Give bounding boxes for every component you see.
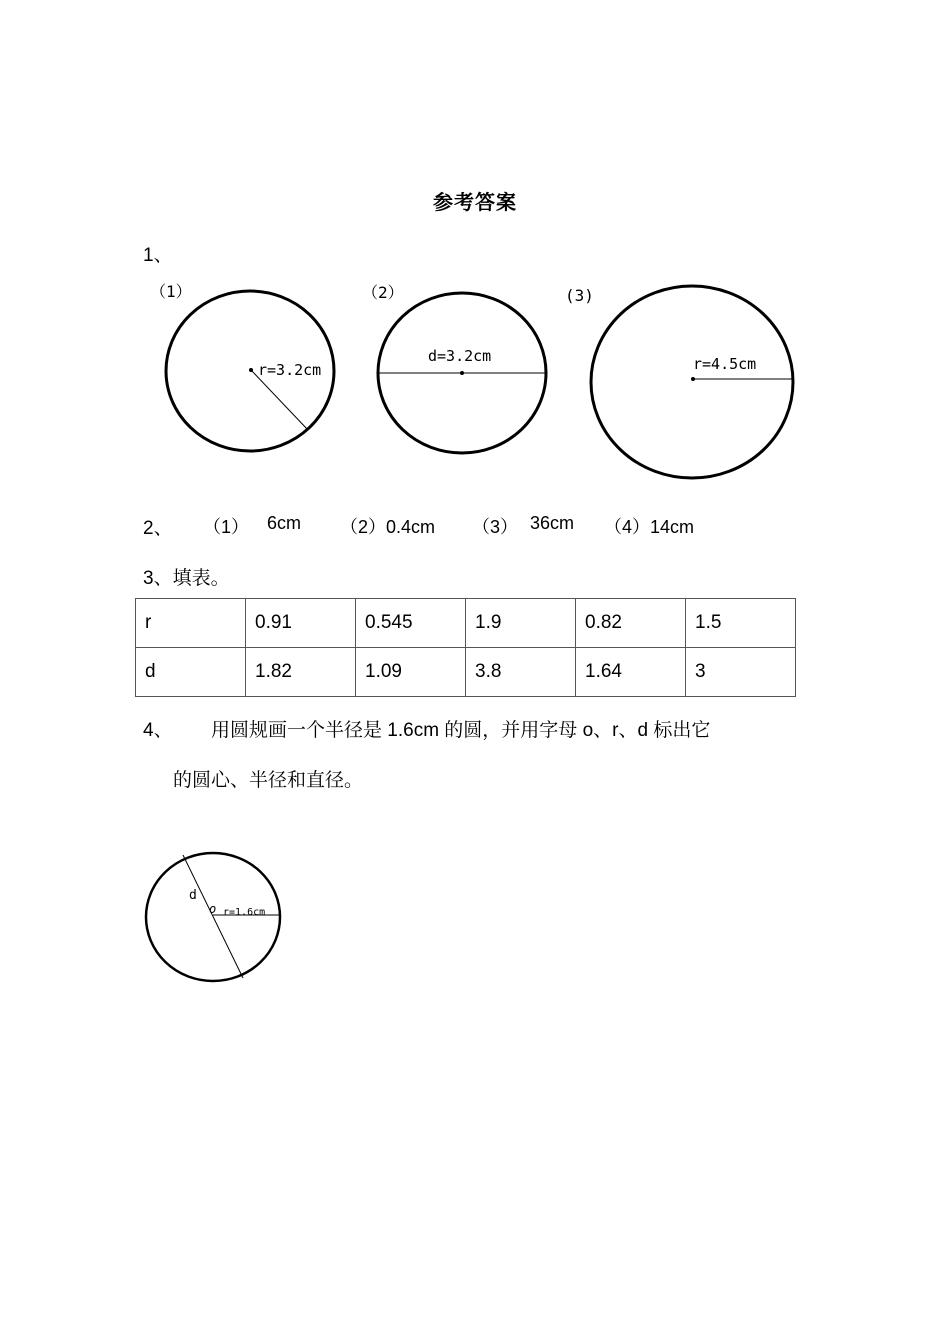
center-dot-1 xyxy=(249,368,253,372)
center-dot-3 xyxy=(691,377,695,381)
q4-line-1: 用圆规画一个半径是 1.6cm 的圆，并用字母 o、r、d 标出它 xyxy=(211,720,711,741)
table-cell: 0.82 xyxy=(576,599,686,648)
table-cell: 1.64 xyxy=(576,648,686,697)
table-cell: 3 xyxy=(686,648,796,697)
q2-number: 2、 xyxy=(143,518,173,539)
q4-number: 4、 xyxy=(143,720,173,741)
q2-answer-3-value: 36cm xyxy=(530,513,575,533)
q4-figure xyxy=(140,845,290,990)
table-cell: 3.8 xyxy=(466,648,576,697)
table-cell: 1.9 xyxy=(466,599,576,648)
d-label: d xyxy=(189,888,197,903)
table-cell: 1.5 xyxy=(686,599,796,648)
q2-answer-1-label: （1） xyxy=(203,517,250,537)
q2-answer-2: （2）0.4cm xyxy=(340,517,436,537)
figure-1-label: （1） xyxy=(150,282,192,301)
q2-answer-3-label: （3） xyxy=(472,517,519,537)
table-row-d xyxy=(136,648,796,697)
figure-3-annotation: r=4.5cm xyxy=(693,355,757,373)
table-cell: 1.82 xyxy=(246,648,356,697)
table-cell: 0.545 xyxy=(356,599,466,648)
table-row-r xyxy=(136,599,796,648)
table-cell: 0.91 xyxy=(246,599,356,648)
q1-number: 1、 xyxy=(143,245,173,266)
table-cell: 1.09 xyxy=(356,648,466,697)
circle-3 xyxy=(591,286,793,478)
q2-answer-1-value: 6cm xyxy=(267,513,302,533)
q1-figure-1 xyxy=(150,282,334,451)
q4-line-2: 的圆心、半径和直径。 xyxy=(173,770,364,791)
figure-2-label: （2） xyxy=(362,283,404,302)
fill-table xyxy=(135,598,796,697)
figure-3-label: (3) xyxy=(565,286,594,305)
figure-2-annotation: d=3.2cm xyxy=(428,347,492,365)
q3-heading: 3、填表。 xyxy=(143,568,230,589)
q1-figures xyxy=(140,275,820,490)
q1-figure-2 xyxy=(362,283,546,453)
o-label: o xyxy=(209,902,217,916)
radius-line-1 xyxy=(251,370,308,430)
figure-1-annotation: r=3.2cm xyxy=(258,361,322,379)
table-cell: r xyxy=(136,599,246,648)
table-cell: d xyxy=(136,648,246,697)
page-title: 参考答案 xyxy=(433,192,517,214)
center-dot-2 xyxy=(460,371,464,375)
q2-answer-4: （4）14cm xyxy=(604,517,695,537)
q1-figure-3 xyxy=(565,286,793,478)
r-label: r=1.6cm xyxy=(223,907,266,918)
